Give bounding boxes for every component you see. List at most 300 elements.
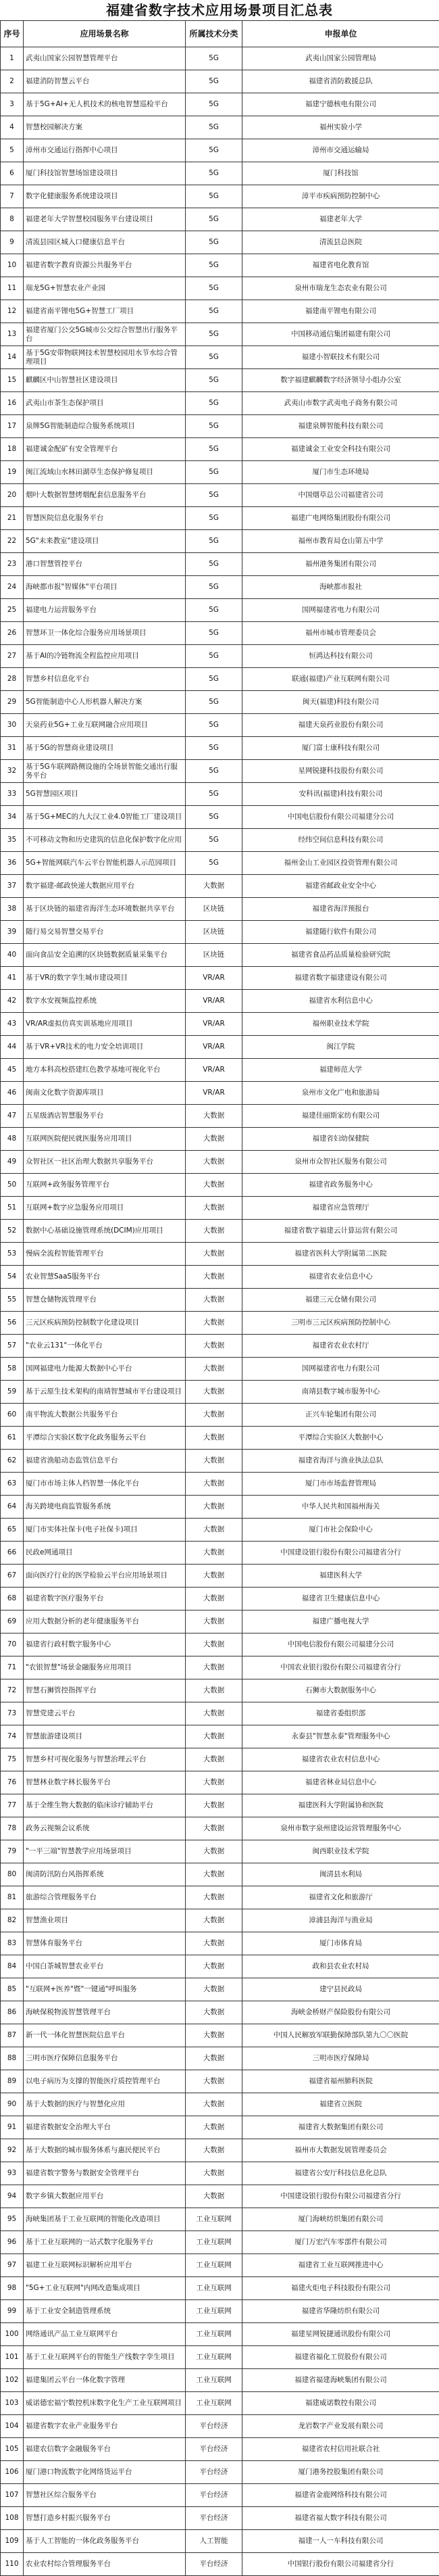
cell-category: 人工智能 [186,2530,242,2553]
cell-name: 福建消防智慧云平台 [24,70,186,93]
cell-name: 以电子病历为支撑的智能医疗质控管理平台 [24,2070,186,2093]
table-row [1,2415,439,2438]
cell-name: 三元区疾病预防控制数字化建设项目 [24,1312,186,1335]
cell-unit: 三明市医疗保障局 [242,2047,439,2070]
cell-name: 武夷山市茶生态保护项目 [24,392,186,415]
table-row [1,1519,439,1542]
cell-name: 智慧仓储物流管理平台 [24,1289,186,1312]
table-row [1,1679,439,1702]
cell-no: 47 [1,1105,24,1128]
cell-no: 101 [1,2346,24,2369]
table-row [1,1565,439,1588]
table-row [1,1151,439,1174]
cell-category: 平台经济 [186,2438,242,2461]
cell-unit: 中国移动通信集团福建有限公司 [242,323,439,346]
cell-no: 39 [1,921,24,944]
cell-name: 福建省数字教育资源公共服务平台 [24,254,186,277]
cell-name: 数字化健康服务系统建设项目 [24,185,186,208]
cell-category: 工业互联网 [186,2369,242,2392]
cell-name: 基于5G车联网路侧设施的全场景智能交通出行服务平台 [24,760,186,783]
cell-category: 区块链 [186,944,242,967]
cell-unit: 福建省立医院 [242,2093,439,2116]
cell-no: 103 [1,2392,24,2415]
table-row [1,1312,439,1335]
table-row [1,1174,439,1197]
cell-unit: 福建威诺数控有限公司 [242,2392,439,2415]
cell-no: 28 [1,668,24,691]
cell-unit: 福州港务集团有限公司 [242,553,439,576]
cell-unit: 厦门海峡纺织集团有限公司 [242,2208,439,2231]
cell-name: 中国白茶城智慧农业平台 [24,1955,186,1978]
cell-category: 平台经济 [186,2461,242,2484]
cell-no: 41 [1,967,24,990]
cell-unit: 福建省政务服务中心 [242,1174,439,1197]
cell-name: 福建省南平锂电5G+智慧工厂项目 [24,300,186,323]
cell-name: 福建老年大学智慧校园服务平台建设项目 [24,208,186,231]
cell-no: 62 [1,1450,24,1473]
cell-no: 78 [1,1817,24,1840]
cell-unit: 海峡都市报社 [242,576,439,599]
cell-name: 5G+智能网联汽车云平台智能机器人示范园项目 [24,852,186,875]
cell-unit: 福建老年大学 [242,208,439,231]
cell-category: 工业互联网 [186,2346,242,2369]
table-row [1,599,439,622]
cell-category: 5G [186,185,242,208]
table-row [1,1633,439,1656]
table-row [1,162,439,185]
table-row [1,1725,439,1748]
cell-category: 5G [186,622,242,645]
cell-name: "5G+工业互联网"内网改造集成项目 [24,2277,186,2300]
cell-name: 随行易交易智慧交易平台 [24,921,186,944]
cell-name: 基于全维生物大数据的临床诊疗辅助平台 [24,1794,186,1817]
cell-no: 40 [1,944,24,967]
cell-category: 大数据 [186,1335,242,1358]
cell-name: 智慧旅游建设项目 [24,1725,186,1748]
cell-no: 23 [1,553,24,576]
cell-category: 大数据 [186,1840,242,1863]
cell-category: 大数据 [186,1794,242,1817]
cell-name: 基于工业互联网平台的智能生产线数字孪生项目 [24,2346,186,2369]
cell-no: 74 [1,1725,24,1748]
cell-no: 37 [1,875,24,898]
cell-name: 互联网+数字应急服务应用项目 [24,1197,186,1220]
cell-category: 大数据 [186,1197,242,1220]
cell-no: 13 [1,323,24,346]
table-row [1,2553,439,2576]
table-row [1,829,439,852]
table-row [1,415,439,438]
cell-name: 基于大数据的城市服务体系与惠民便民平台 [24,2139,186,2162]
cell-unit: 福建南平锂电有限公司 [242,300,439,323]
cell-name: 泉牌5G智能制造综合服务系统项目 [24,415,186,438]
cell-name: 智慧林业数字林长服务平台 [24,1771,186,1794]
table-row [1,1840,439,1863]
table-row [1,2070,439,2093]
cell-category: 大数据 [186,2139,242,2162]
cell-unit: 福建广电网络集团股份有限公司 [242,507,439,530]
cell-name: 海峡都市报"智媒体"平台项目 [24,576,186,599]
cell-category: 5G [186,116,242,139]
cell-unit: 福州金山工业园区投资管理有限公司 [242,852,439,875]
cell-name: 智慧乡村可视化服务与智慧治理云平台 [24,1748,186,1771]
cell-unit: 平潭综合实验区大数据中心 [242,1427,439,1450]
table-row [1,1358,439,1381]
cell-name: 基于5G+AI+无人机技术的核电智慧巡检平台 [24,93,186,116]
cell-name: 基于5G+MEC的九大汉工业4.0智能工厂建设项目 [24,806,186,829]
cell-unit: 福建星网锐捷通讯股份有限公司 [242,2323,439,2346]
cell-no: 49 [1,1151,24,1174]
cell-unit: 闽江学院 [242,1036,439,1059]
table-row [1,2346,439,2369]
cell-no: 94 [1,2185,24,2208]
cell-category: 大数据 [186,1427,242,1450]
cell-no: 89 [1,2070,24,2093]
cell-unit: 福建省医科大学附属第二医院 [242,1243,439,1266]
cell-name: 基于工业安全制造管理系统 [24,2300,186,2323]
table-row [1,300,439,323]
cell-category: 5G [186,392,242,415]
cell-category: 大数据 [186,1909,242,1932]
cell-no: 82 [1,1909,24,1932]
cell-no: 10 [1,254,24,277]
cell-unit: 福建省应急管理厅 [242,1197,439,1220]
table-row [1,2461,439,2484]
table-row [1,2277,439,2300]
cell-no: 80 [1,1863,24,1886]
table-row [1,645,439,668]
cell-category: 大数据 [186,1565,242,1588]
cell-category: 5G [186,369,242,392]
cell-category: 大数据 [186,2093,242,2116]
cell-name: 海峡保税物流智慧管理平台 [24,2001,186,2024]
table-row [1,1128,439,1151]
cell-name: "农银智慧"场景金融服务应用项目 [24,1656,186,1679]
cell-category: 大数据 [186,875,242,898]
cell-name: 闽江流域山水林田湖草生态保护修复项目 [24,461,186,484]
cell-category: 5G [186,254,242,277]
cell-name: 慢病全流程智能管理平台 [24,1243,186,1266]
cell-unit: 三明市三元区疾病预防控制中心 [242,1312,439,1335]
table-row [1,760,439,783]
table-row [1,70,439,93]
cell-no: 5 [1,139,24,162]
table-row [1,369,439,392]
table-row [1,346,439,369]
cell-unit: 星网锐捷科技股份有限公司 [242,760,439,783]
cell-no: 12 [1,300,24,323]
cell-category: 5G [186,829,242,852]
cell-name: 福建集团云平台一体化数字管理 [24,2369,186,2392]
cell-no: 29 [1,691,24,714]
cell-unit: 南靖县数字城市服务中心 [242,1381,439,1404]
cell-category: 大数据 [186,1473,242,1496]
cell-category: 大数据 [186,1702,242,1725]
cell-unit: 福州职业技术学院 [242,1013,439,1036]
cell-no: 54 [1,1266,24,1289]
cell-category: 大数据 [186,1358,242,1381]
cell-unit: 福建省福化工贸股份有限公司 [242,2346,439,2369]
cell-no: 63 [1,1473,24,1496]
cell-category: 大数据 [186,1611,242,1633]
table-row [1,1702,439,1725]
cell-name: 福建省数字农业产业服务平台 [24,2415,186,2438]
cell-category: 5G [186,737,242,760]
table-row [1,1771,439,1794]
cell-unit: 福建省海洋与渔业执法总队 [242,1450,439,1473]
table-row [1,2507,439,2530]
table-row [1,921,439,944]
cell-name: 厦门市实体社保卡(电子社保卡)项目 [24,1519,186,1542]
cell-category: 大数据 [186,1542,242,1565]
cell-unit: 福建省金鹿网络科技有限公司 [242,2484,439,2507]
cell-unit: 福建省农业农村信息中心 [242,1748,439,1771]
cell-category: 大数据 [186,2116,242,2139]
cell-category: 5G [186,300,242,323]
cell-no: 104 [1,2415,24,2438]
table-row [1,898,439,921]
cell-category: 大数据 [186,1312,242,1335]
header-no: 序号 [1,21,24,47]
table-row [1,2484,439,2507]
cell-no: 67 [1,1565,24,1588]
cell-name: 南平物流大数据公共服务平台 [24,1404,186,1427]
cell-category: 5G [186,668,242,691]
cell-no: 46 [1,1082,24,1105]
cell-name: 港口智慧管控平台 [24,553,186,576]
table-row [1,1932,439,1955]
cell-name: 5G智能制造中心人形机器人解决方案 [24,691,186,714]
cell-unit: 福建一人一车科技有限公司 [242,2530,439,2553]
cell-name: 民政e网通项目 [24,1542,186,1565]
cell-category: 5G [186,415,242,438]
table-row [1,2323,439,2346]
cell-name: 福建农信数字金融服务平台 [24,2438,186,2461]
table-row [1,2438,439,2461]
cell-category: 5G [186,93,242,116]
cell-category: 5G [186,484,242,507]
cell-unit: 厦门市社会保险中心 [242,1519,439,1542]
cell-category: 5G [186,576,242,599]
table-row [1,438,439,461]
cell-category: 5G [186,139,242,162]
cell-category: 大数据 [186,1817,242,1840]
table-row [1,783,439,806]
table-row [1,1794,439,1817]
table-row [1,990,439,1013]
cell-no: 22 [1,530,24,553]
cell-name: 智慧体育服务平台 [24,1932,186,1955]
table-row [1,1909,439,1932]
cell-no: 105 [1,2438,24,2461]
cell-no: 7 [1,185,24,208]
cell-category: 5G [186,461,242,484]
cell-unit: 闽西职业技术学院 [242,1840,439,1863]
table-row [1,1105,439,1128]
table-row [1,530,439,553]
cell-name: 基于5G的智慧商业建设项目 [24,737,186,760]
cell-unit: 泉州市瑞龙生态农业有限公司 [242,277,439,300]
table-row [1,1197,439,1220]
cell-name: 政务云视频会议系统 [24,1817,186,1840]
cell-unit: 厦门港务控股集团有限公司 [242,2461,439,2484]
cell-unit: 厦门市市场监督管理局 [242,1473,439,1496]
table-row [1,1817,439,1840]
cell-unit: 厦门万宏汽车零部件有限公司 [242,2231,439,2254]
cell-name: 5G"未来教室"建设项目 [24,530,186,553]
cell-no: 61 [1,1427,24,1450]
cell-category: 5G [186,760,242,783]
cell-name: 面向食品安全追溯的区块链数据质量采集平台 [24,944,186,967]
cell-category: 5G [186,714,242,737]
cell-unit: 中国建设银行股份有限公司福建省分行 [242,1542,439,1565]
cell-category: 大数据 [186,1588,242,1611]
cell-name: 基于大数据的医疗与智慧化应用 [24,2093,186,2116]
cell-unit: 中国农业银行股份有限公司福建省分行 [242,1656,439,1679]
cell-unit: 福建省工业互联网推进中心 [242,2254,439,2277]
cell-unit: 中国烟草总公司福建省公司 [242,484,439,507]
cell-unit: 福建省大数据集团有限公司 [242,2116,439,2139]
cell-no: 72 [1,1679,24,1702]
cell-category: 大数据 [186,1955,242,1978]
cell-category: 大数据 [186,1519,242,1542]
cell-no: 32 [1,760,24,783]
cell-unit: 福建泉牌智能科技有限公司 [242,415,439,438]
cell-name: 基于云原生技术架构的南靖智慧城市平台建设项目 [24,1381,186,1404]
cell-unit: 福建宁德核电有限公司 [242,93,439,116]
cell-name: 农业智慧SaaS服务平台 [24,1266,186,1289]
cell-name: 数字水安视频监控系统 [24,990,186,1013]
cell-no: 3 [1,93,24,116]
cell-unit: 泉州市众智社区服务有限公司 [242,1151,439,1174]
cell-unit: 武夷山市数字武夷电子商务有限公司 [242,392,439,415]
cell-name: 海峡集团基于工业互联网的智能化改造项目 [24,2208,186,2231]
cell-category: 工业互联网 [186,2392,242,2415]
table-header-row [1,21,439,47]
table-row [1,553,439,576]
cell-unit: 正兴车轮集团有限公司 [242,1404,439,1427]
cell-no: 93 [1,2162,24,2185]
cell-no: 81 [1,1886,24,1909]
cell-unit: 中国电信股份有限公司福建分公司 [242,1633,439,1656]
table-row [1,875,439,898]
cell-unit: 建宁县民政局 [242,1978,439,2001]
cell-unit: 福建省福建海峡集团有限公司 [242,2369,439,2392]
cell-name: 农业农村综合管理服务平台 [24,2553,186,2576]
cell-category: 大数据 [186,2162,242,2185]
table-row [1,2139,439,2162]
cell-unit: 福建天泉药业股份有限公司 [242,714,439,737]
cell-name: 福建省数字警务与数据安全管理平台 [24,2162,186,2185]
cell-category: 5G [186,530,242,553]
cell-no: 92 [1,2139,24,2162]
cell-unit: 福建省电化教育馆 [242,254,439,277]
cell-category: 工业互联网 [186,2323,242,2346]
cell-unit: 武夷山国家公园管理局 [242,47,439,70]
cell-category: 大数据 [186,1381,242,1404]
cell-name: 基于AI的冷链物流全程监控应用项目 [24,645,186,668]
table-row [1,254,439,277]
cell-name: 5G智慧园区项目 [24,783,186,806]
cell-name: 麒麟区中山智慧社区建设项目 [24,369,186,392]
table-row [1,208,439,231]
cell-unit: 恒鸿达科技有限公司 [242,645,439,668]
cell-category: 工业互联网 [186,2254,242,2277]
cell-name: 福建省行政村数字服务中心 [24,1633,186,1656]
cell-name: 漳州市交通运行指挥中心项目 [24,139,186,162]
cell-name: 旅游综合管理服务平台 [24,1886,186,1909]
cell-no: 77 [1,1794,24,1817]
table-row [1,1542,439,1565]
cell-unit: 福建省食品药品质量检验研究院 [242,944,439,967]
cell-category: 5G [186,323,242,346]
cell-no: 79 [1,1840,24,1863]
cell-no: 106 [1,2461,24,2484]
cell-name: 智慧渔业项目 [24,1909,186,1932]
cell-unit: 福建省福州肺科医院 [242,2070,439,2093]
cell-unit: 福建三元仓储有限公司 [242,1289,439,1312]
cell-name: 瑞龙5G+智慧农业产业园 [24,277,186,300]
cell-category: 5G [186,208,242,231]
cell-name: 基于人工智能的一体化政务服务平台 [24,2530,186,2553]
cell-no: 2 [1,70,24,93]
table-row [1,622,439,645]
table-row [1,93,439,116]
cell-name: 烟叶大数据智慧烤烟配套信息服务平台 [24,484,186,507]
cell-category: 5G [186,47,242,70]
cell-no: 38 [1,898,24,921]
cell-name: 福建工业互联网标识解析应用平台 [24,2254,186,2277]
table-row [1,1036,439,1059]
cell-unit: 福州市城市管理委员会 [242,622,439,645]
cell-unit: 福建省农业信息中心 [242,1266,439,1289]
table-row [1,1748,439,1771]
cell-name: 国网福建电力能源大数据中心平台 [24,1358,186,1381]
cell-category: 工业互联网 [186,2231,242,2254]
cell-no: 55 [1,1289,24,1312]
cell-category: 大数据 [186,1748,242,1771]
cell-name: 基于区块链的福建省海洋生态环境数据共享平台 [24,898,186,921]
table-row [1,2185,439,2208]
cell-category: VR/AR [186,1059,242,1082]
table-row [1,461,439,484]
cell-name: 厦门港口物流数字化网络货运平台 [24,2461,186,2484]
cell-no: 56 [1,1312,24,1335]
cell-category: VR/AR [186,1013,242,1036]
cell-unit: 国网福建省电力有限公司 [242,1358,439,1381]
cell-unit: 政和县农业农村局 [242,1955,439,1978]
cell-unit: 漳平市疾病预防控制中心 [242,185,439,208]
cell-no: 51 [1,1197,24,1220]
table-body [1,47,439,2576]
cell-unit: 福建省卫生健康信息中心 [242,1588,439,1611]
cell-name: 面向医疗行业的医学检验云平台应用场景项目 [24,1565,186,1588]
table-row [1,277,439,300]
cell-name: 福建省数字医疗服务平台 [24,1588,186,1611]
table-row [1,806,439,829]
cell-unit: 中国建设银行股份有限公司福建省分行 [242,2185,439,2208]
cell-no: 102 [1,2369,24,2392]
document-title: 福建省数字技术应用场景项目汇总表 [0,0,439,20]
cell-name: VR/AR虚拟仿真实训基地应用项目 [24,1013,186,1036]
cell-name: 天泉药业5G+工业互联网融合应用项目 [24,714,186,737]
cell-category: 5G [186,438,242,461]
cell-unit: 福建医科大学附属协和医院 [242,1794,439,1817]
cell-name: 不可移动文物和历史建筑的信息化保护数字化应用 [24,829,186,852]
cell-category: 大数据 [186,2185,242,2208]
table-row [1,47,439,70]
cell-category: 5G [186,645,242,668]
